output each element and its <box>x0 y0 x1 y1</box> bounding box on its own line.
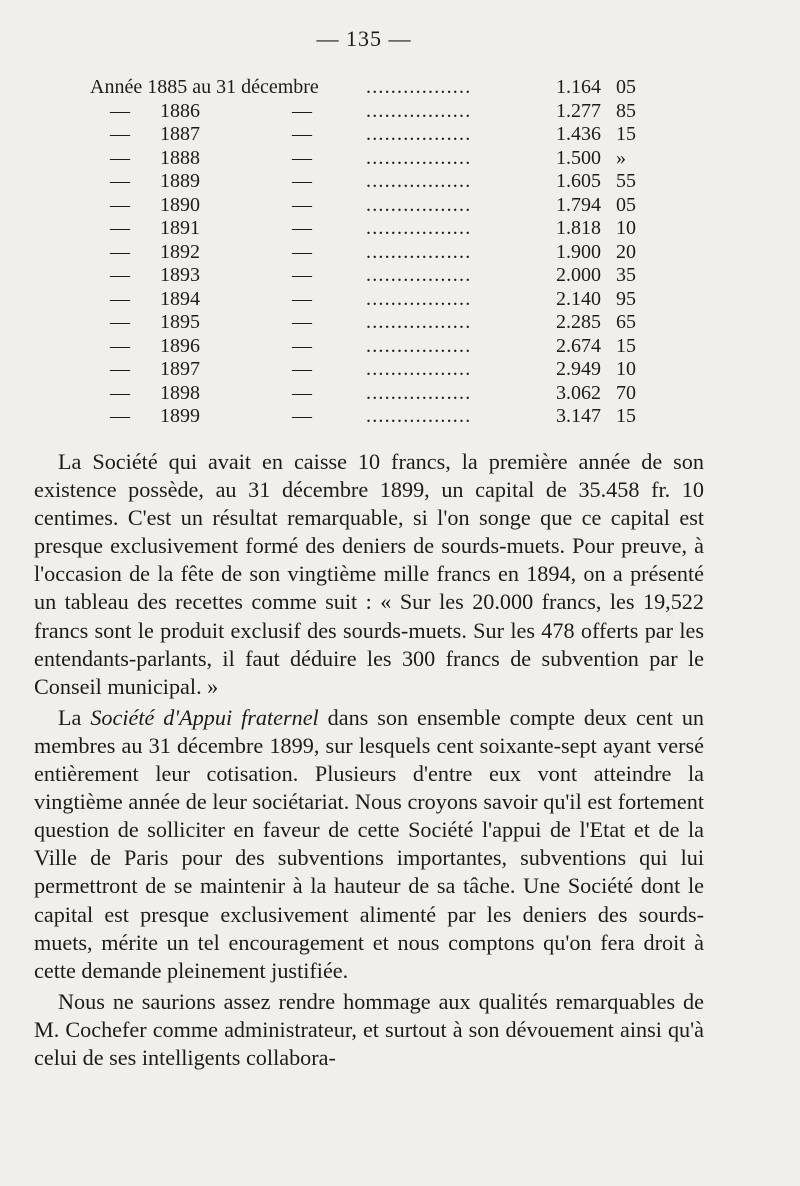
ledger-cents: 05 <box>616 193 636 216</box>
ledger-leader-dots: ................. <box>366 381 472 404</box>
ledger-year: 1891 <box>160 217 200 239</box>
ledger-leader-dots: ................. <box>366 311 472 333</box>
society-name: Société d'Appui fraternel <box>90 704 319 730</box>
ledger-leader-dots: ................. <box>366 287 472 310</box>
ledger-amount: 2.285 <box>556 311 601 333</box>
ledger-cents: 65 <box>616 311 636 333</box>
paragraph-homage: Nous ne saurions assez rendre hommage aux qualités remarquables de M. Cochefer comme administrateur, et surtout à son dévouement ainsi qu'à celui de ses intelligents collabora- <box>34 988 704 1070</box>
ledger-ditto-mark: — <box>292 240 312 263</box>
ledger-leader-dots: ................. <box>366 240 472 263</box>
ledger-row <box>0 382 800 406</box>
ledger-ditto-mark: — <box>292 311 312 333</box>
ledger-amount: 1.164 <box>556 76 601 98</box>
ledger-dash: — <box>110 287 130 310</box>
ledger-year: 1889 <box>160 170 200 192</box>
ledger-amount: 2.000 <box>556 264 601 286</box>
ledger-amount: 2.140 <box>556 287 601 310</box>
ledger-ditto-mark: — <box>292 123 312 145</box>
ledger-year: 1899 <box>160 405 200 427</box>
ledger-row <box>0 217 800 241</box>
ledger-year: 1897 <box>160 358 200 380</box>
ledger-leader-dots: ................. <box>366 334 472 357</box>
ledger-ditto-mark: — <box>292 381 312 404</box>
ledger-row <box>0 147 800 171</box>
ledger-amount: 1.500 <box>556 146 601 169</box>
ledger-leader-dots: ................. <box>366 146 472 169</box>
ledger-row <box>0 288 800 312</box>
ledger-year: 1893 <box>160 264 200 286</box>
page-number: — 135 — <box>316 26 412 51</box>
ledger-leader-dots: ................. <box>366 217 472 239</box>
ledger-leader-dots: ................. <box>366 170 472 192</box>
ledger-row <box>0 358 800 382</box>
ledger-amount: 3.062 <box>556 381 601 404</box>
ledger-amount: 1.900 <box>556 240 601 263</box>
paragraph-society-members <box>34 704 704 985</box>
ledger-cents: 85 <box>616 99 636 122</box>
ledger-leader-dots: ................. <box>366 358 472 380</box>
ledger-year: 1887 <box>160 123 200 145</box>
ledger-row <box>0 100 800 124</box>
ledger-year: 1894 <box>160 287 200 310</box>
ledger-row <box>0 264 800 288</box>
ledger-amount: 2.949 <box>556 358 601 380</box>
ledger-dash: — <box>110 193 130 216</box>
ledger-cents: 10 <box>616 217 636 239</box>
ledger-leader-dots: ................. <box>366 193 472 216</box>
ledger-year: 1892 <box>160 240 200 263</box>
ledger-row <box>0 405 800 429</box>
ledger-year-label: Année 1885 au 31 décembre <box>90 76 319 98</box>
ledger-cents: 70 <box>616 381 636 404</box>
ledger-amount: 1.277 <box>556 99 601 122</box>
ledger-year: 1895 <box>160 311 200 333</box>
ledger-dash: — <box>110 358 130 380</box>
ledger-cents: 05 <box>616 76 636 98</box>
ledger-row <box>0 335 800 359</box>
ledger-year: 1896 <box>160 334 200 357</box>
ledger-dash: — <box>110 381 130 404</box>
ledger-amount: 1.818 <box>556 217 601 239</box>
ledger-year: 1886 <box>160 99 200 122</box>
ledger-row <box>0 241 800 265</box>
ledger-year: 1898 <box>160 381 200 404</box>
ledger-dash: — <box>110 405 130 427</box>
body-text <box>34 448 704 1072</box>
ledger-amount: 1.605 <box>556 170 601 192</box>
ledger-amount: 2.674 <box>556 334 601 357</box>
ledger-dash: — <box>110 217 130 239</box>
ledger-ditto-mark: — <box>292 193 312 216</box>
ledger-row <box>0 76 800 100</box>
ledger-ditto-mark: — <box>292 146 312 169</box>
ledger-row <box>0 123 800 147</box>
ledger-dash: — <box>110 334 130 357</box>
ledger-dash: — <box>110 170 130 192</box>
ledger-row <box>0 170 800 194</box>
ledger-ditto-mark: — <box>292 217 312 239</box>
ledger-ditto-mark: — <box>292 170 312 192</box>
paragraph-lead-word: La <box>58 704 82 730</box>
ledger-dash: — <box>110 99 130 122</box>
ledger-amount: 3.147 <box>556 405 601 427</box>
ledger-cents: 15 <box>616 123 636 145</box>
ledger-amount: 1.794 <box>556 193 601 216</box>
capital-ledger-table <box>0 76 800 429</box>
ledger-cents: » <box>616 146 626 169</box>
ledger-cents: 20 <box>616 240 636 263</box>
ledger-ditto-mark: — <box>292 99 312 122</box>
ledger-dash: — <box>110 240 130 263</box>
ledger-leader-dots: ................. <box>366 264 472 286</box>
ledger-leader-dots: ................. <box>366 99 472 122</box>
paragraph-capital-summary: La Société qui avait en caisse 10 francs, la première année de son existence possède, au 31 décembre 1899, un capital de 35.458 fr. 10 centimes. C'est un résultat remarquable, si l'on songe que ce capital est presque exclusivement formé des deniers de sourds-muets. Pour preuve, à l'occasion de la fête de son vingtième mille francs en 1894, on a présenté un tableau des recettes comme suit : « Sur les 20.000 francs, les 19,522 francs sont le produit exclusif des sourds-muets. Sur les 478 offerts par les entendants-parlants, il faut déduire les 300 francs de subvention par le Conseil municipal. » <box>34 449 704 699</box>
ledger-dash: — <box>110 123 130 145</box>
ledger-dash: — <box>110 264 130 286</box>
ledger-dash: — <box>110 146 130 169</box>
ledger-row <box>0 194 800 218</box>
ledger-ditto-mark: — <box>292 334 312 357</box>
ledger-row <box>0 311 800 335</box>
ledger-cents: 35 <box>616 264 636 286</box>
ledger-ditto-mark: — <box>292 287 312 310</box>
ledger-ditto-mark: — <box>292 405 312 427</box>
ledger-cents: 95 <box>616 287 636 310</box>
ledger-year: 1890 <box>160 193 200 216</box>
ledger-cents: 55 <box>616 170 636 192</box>
ledger-leader-dots: ................. <box>366 405 472 427</box>
ledger-cents: 10 <box>616 358 636 380</box>
ledger-leader-dots: ................. <box>366 123 472 145</box>
paragraph-members-text: dans son ensemble compte deux cent un membres au 31 décembre 1899, sur lesquels cent soixante-sept ayant versé entièrement leur cotisation. Plusieurs d'entre eux vont atteindre la vingtième année de leur sociétariat. Nous croyons savoir qu'il est fortement question de solliciter en faveur de cette Société l'appui de l'Etat et de la Ville de Paris pour des subventions importantes, subventions qui lui permettront de se maintenir à la hauteur de sa tâche. Une Société dont le capital est presque exclusivement alimenté par les deniers des sourds-muets, mérite un tel encouragement et nous comptons qu'on fera droit à cette demande pleinement justifiée. <box>34 704 705 983</box>
ledger-ditto-mark: — <box>292 264 312 286</box>
ledger-year: 1888 <box>160 146 200 169</box>
ledger-cents: 15 <box>616 334 636 357</box>
ledger-dash: — <box>110 311 130 333</box>
ledger-ditto-mark: — <box>292 358 312 380</box>
ledger-cents: 15 <box>616 405 636 427</box>
ledger-amount: 1.436 <box>556 123 601 145</box>
ledger-leader-dots: ................. <box>366 76 472 98</box>
